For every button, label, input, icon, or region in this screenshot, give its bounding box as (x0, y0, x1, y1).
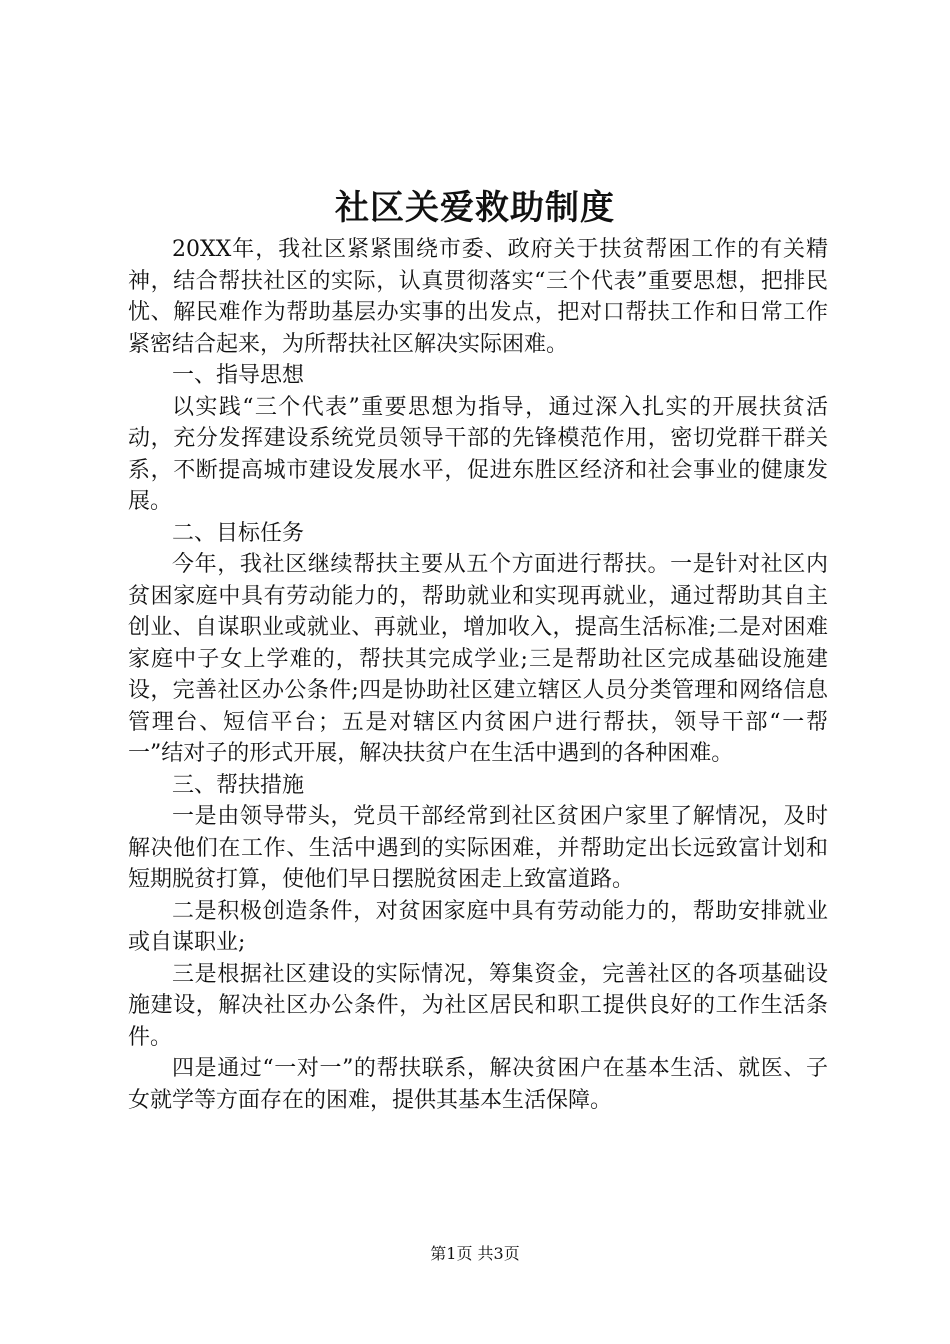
section-heading-goals-tasks: 二、目标任务 (172, 520, 305, 546)
page-number-footer: 第1页 共3页 (430, 1244, 520, 1263)
paragraph-guiding-ideology: 以实践“三个代表”重要思想为指导，通过深入扎实的开展扶贫活动，充分发挥建设系统党员领导干部的先锋模范作用，密切党群干群关系，不断提高城市建设发展水平，促进东胜区经济和社会事业的健康发展。 (128, 394, 828, 514)
paragraph-measure-3: 三是根据社区建设的实际情况，筹集资金，完善社区的各项基础设施建设，解决社区办公条件，为社区居民和职工提供良好的工作生活条件。 (128, 961, 828, 1050)
paragraph-measure-1: 一是由领导带头，党员干部经常到社区贫困户家里了解情况，及时解决他们在工作、生活中遇到的实际困难，并帮助定出长远致富计划和短期脱贫打算，使他们早日摆脱贫困走上致富道路。 (128, 804, 828, 892)
paragraph-goals-tasks: 今年，我社区继续帮扶主要从五个方面进行帮扶。一是针对社区内贫困家庭中具有劳动能力的，帮助就业和实现再就业，通过帮助其自主创业、自谋职业或就业、再就业，增加收入，提高生活标准;二是对困难家庭中子女上学难的，帮扶其完成学业;三是帮助社区完成基础设施建设，完善社区办公条件;四是协助社区建立辖区人员分类管理和网络信息管理台、短信平台；五是对辖区内贫困户进行帮扶，领导干部“一帮一”结对子的形式开展，解决扶贫户在生活中遇到的各种困难。 (128, 552, 828, 766)
paragraph-intro: 20XX年，我社区紧紧围绕市委、政府关于扶贫帮困工作的有关精神，结合帮扶社区的实际，认真贯彻落实“三个代表”重要思想，把排民忧、解民难作为帮助基层办实事的出发点，把对口帮扶工作和日常工作紧密结合起来，为所帮扶社区解决实际困难。 (128, 237, 828, 357)
section-heading-assistance-measures: 三、帮扶措施 (172, 772, 305, 798)
paragraph-measure-4: 四是通过“一对一”的帮扶联系，解决贫困户在基本生活、就医、子女就学等方面存在的困难，提供其基本生活保障。 (128, 1056, 828, 1113)
paragraph-measure-2: 二是积极创造条件，对贫困家庭中具有劳动能力的，帮助安排就业或自谋职业; (128, 898, 828, 955)
document-title: 社区关爱救助制度 (335, 188, 615, 228)
document-body (128, 234, 828, 1116)
section-heading-guiding-ideology: 一、指导思想 (172, 363, 305, 388)
